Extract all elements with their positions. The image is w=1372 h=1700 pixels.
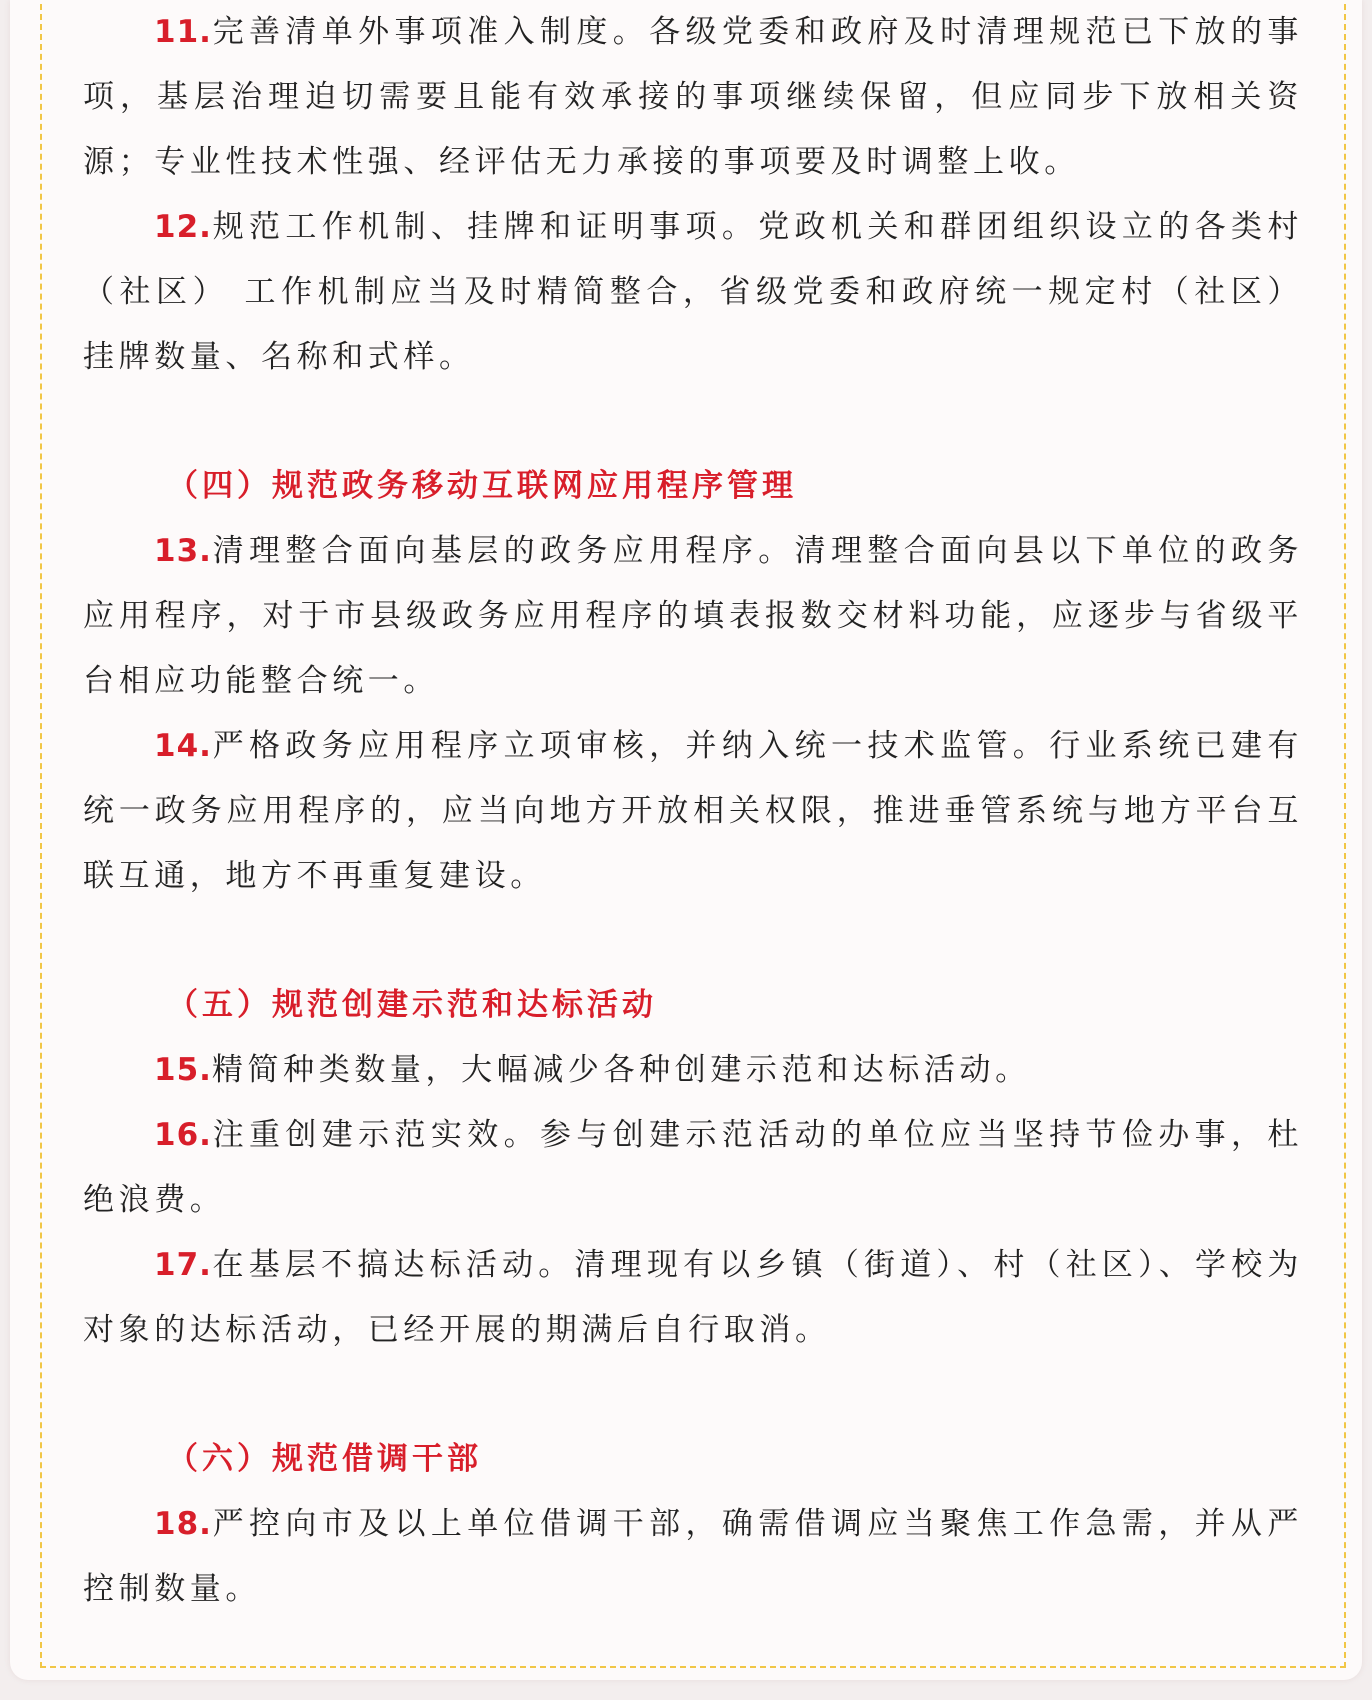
item-number: 12.: [154, 209, 212, 245]
item-number: 17.: [154, 1247, 212, 1283]
item-number: 14.: [154, 728, 212, 764]
section-heading-4: （四）规范政务移动互联网应用程序管理: [167, 468, 797, 504]
item-text: 注重创建示范实效。参与创建示范活动的单位应当坚持节俭办事，杜绝浪费。: [83, 1117, 1303, 1218]
paragraph-item-15: [83, 1038, 1303, 1103]
item-number: 15.: [154, 1052, 212, 1088]
item-text: 严格政务应用程序立项审核，并纳入统一技术监管。行业系统已建有统一政务应用程序的，应当向地方开放相关权限，推进垂管系统与地方平台互联互通，地方不再重复建设。: [83, 728, 1303, 894]
paragraph-item-12: [83, 195, 1303, 390]
paragraph-item-14: [83, 714, 1303, 909]
item-text: 完善清单外事项准入制度。各级党委和政府及时清理规范已下放的事项，基层治理迫切需要且能有效承接的事项继续保留，但应同步下放相关资源；专业性技术性强、经评估无力承接的事项要及时调整上收。: [83, 14, 1303, 180]
paragraph-item-18: [83, 1492, 1303, 1622]
paragraph-item-13: [83, 519, 1303, 714]
item-number: 18.: [154, 1506, 212, 1542]
paragraph-item-17: [83, 1233, 1303, 1363]
section-spacer: [83, 909, 1303, 973]
paragraph-item-11: [83, 0, 1303, 195]
section-heading-5: （五）规范创建示范和达标活动: [167, 987, 657, 1023]
item-text: 严控向市及以上单位借调干部，确需借调应当聚焦工作急需，并从严控制数量。: [83, 1506, 1303, 1607]
item-text: 清理整合面向基层的政务应用程序。清理整合面向县以下单位的政务应用程序，对于市县级政务应用程序的填表报数交材料功能，应逐步与省级平台相应功能整合统一。: [83, 533, 1303, 699]
item-number: 13.: [154, 533, 212, 569]
item-text: 规范工作机制、挂牌和证明事项。党政机关和群团组织设立的各类村（社区） 工作机制应当及时精简整合，省级党委和政府统一规定村（社区）挂牌数量、名称和式样。: [83, 209, 1303, 375]
item-number: 16.: [154, 1117, 212, 1153]
item-text: 精简种类数量，大幅减少各种创建示范和达标活动。: [211, 1052, 1031, 1088]
section-heading-6: （六）规范借调干部: [167, 1441, 482, 1477]
section-spacer: [83, 390, 1303, 454]
article-content: [83, 0, 1303, 1622]
section-spacer: [83, 1363, 1303, 1427]
item-text: 在基层不搞达标活动。清理现有以乡镇（街道）、村（社区）、学校为对象的达标活动，已经开展的期满后自行取消。: [83, 1247, 1303, 1348]
article-card: [10, 0, 1362, 1680]
paragraph-item-16: [83, 1103, 1303, 1233]
item-number: 11.: [154, 14, 212, 50]
